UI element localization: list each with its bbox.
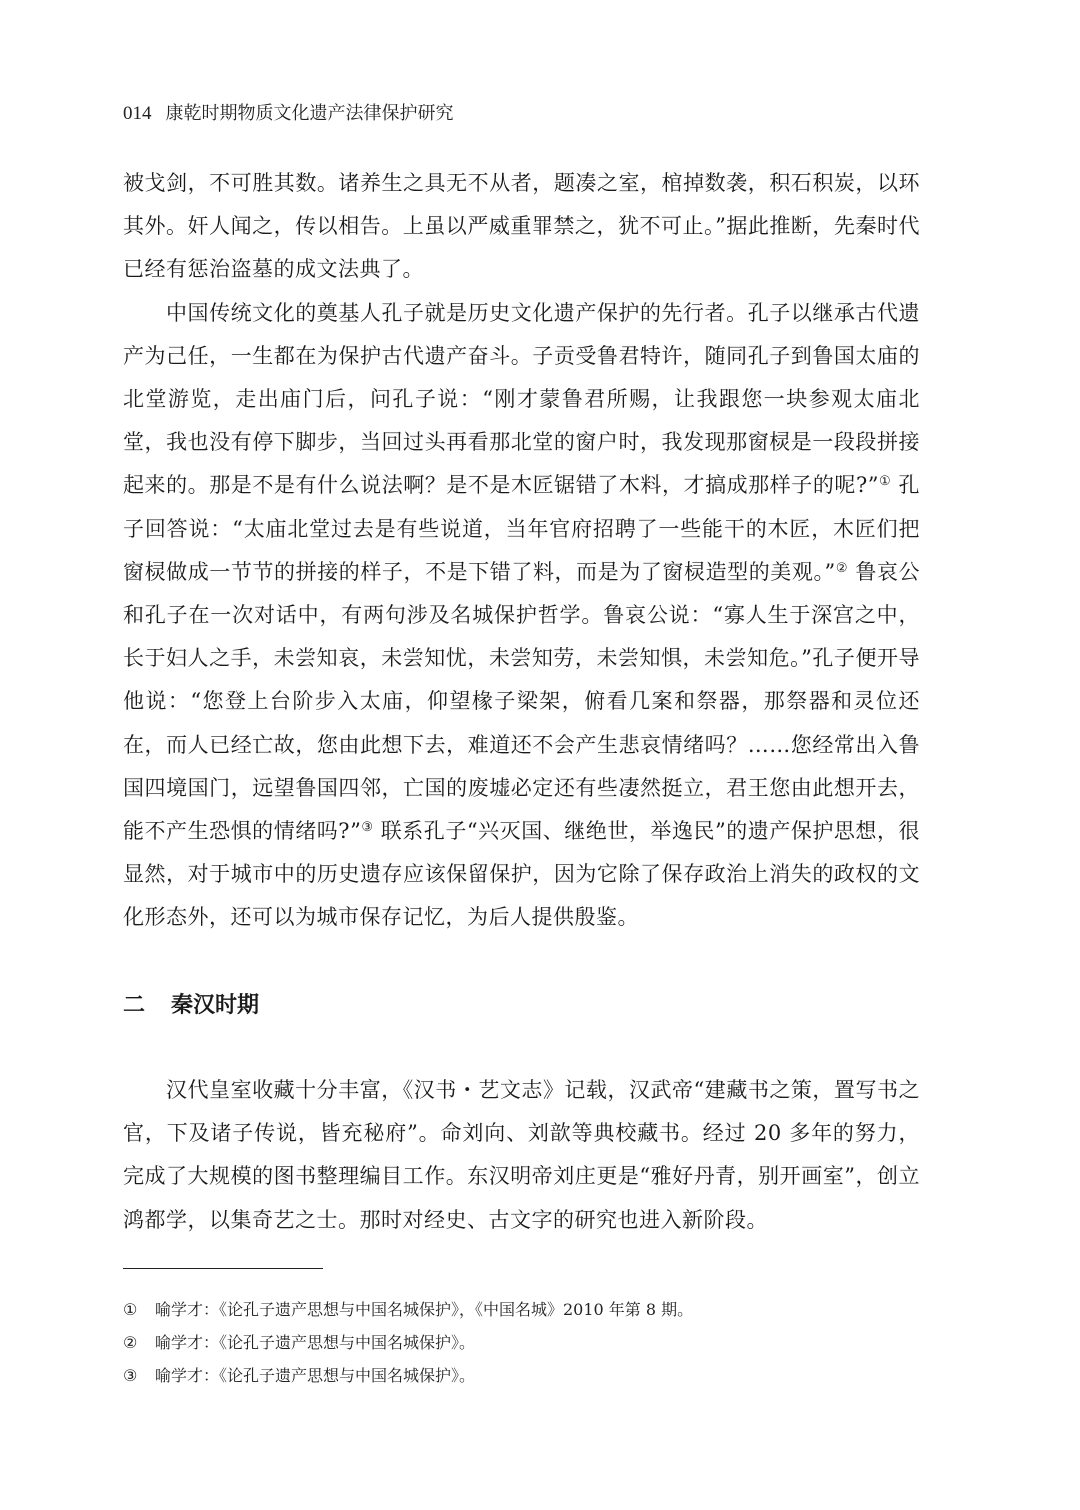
running-head	[123, 100, 454, 128]
footnote-mark: ①	[123, 1300, 138, 1319]
footnote-ref-2[interactable]: ②	[835, 560, 849, 576]
paragraph-han-dynasty: 汉代皇室收藏十分丰富，《汉书・艺文志》记载，汉武帝“建藏书之策，置写书之官，下及诸子传说，皆充秘府”。命刘向、刘歆等典校藏书。经过 20 多年的努力，完成了大规模的图书整理编目工作。东汉明帝刘庄更是“雅好丹青，别开画室”，创立鸿都学，以集奇艺之士。那时对经史、古文字的研究也进入新阶段。	[123, 1078, 920, 1232]
footnote-text: 喻学才：《论孔子遗产思想与中国名城保护》。	[155, 1366, 476, 1385]
footnote-1	[123, 1293, 920, 1326]
paragraph-confucius	[123, 292, 920, 940]
book-title: 康乾时期物质文化遗产法律保护研究	[165, 103, 454, 124]
footnote-text: 喻学才：《论孔子遗产思想与中国名城保护》。	[155, 1333, 476, 1352]
section-title: 秦汉时期	[171, 993, 260, 1018]
footnote-ref-3[interactable]: ③	[361, 820, 374, 836]
section-heading	[123, 988, 259, 1024]
paragraph-continued: 被戈剑，不可胜其数。诸养生之具无不从者，题凑之室，棺掉数袭，积石积炭，以环其外。奸人闻之，传以相告。上虽以严威重罪禁之，犹不可止。”据此推断，先秦时代已经有惩治盗墓的成文法典了。	[123, 171, 920, 282]
footnote-mark: ②	[123, 1333, 138, 1352]
paragraph-segment: 中国传统文化的奠基人孔子就是历史文化遗产保护的先行者。孔子以继承古代遗产为己任，一生都在为保护古代遗产奋斗。子贡受鲁君特许，随同孔子到鲁国太庙的北堂游览，走出庙门后，问孔子说：“刚才蒙鲁君所赐，让我跟您一块参观太庙北堂，我也没有停下脚步，当回过头再看那北堂的窗户时，我发现那窗棂是一段段拼接起来的。那是不是有什么说法啊？是不是木匠锯错了木料，才搞成那样子的呢?”	[123, 300, 920, 498]
footnote-ref-1[interactable]: ①	[878, 474, 892, 490]
body-text-block-2	[123, 1069, 920, 1242]
footnote-divider	[123, 1268, 323, 1269]
footnote-3	[123, 1359, 920, 1392]
paragraph-segment: 鲁哀公和孔子在一次对话中，有两句涉及名城保护哲学。鲁哀公说：“寡人生于深宫之中，长于妇人之手，未尝知哀，未尝知忧，未尝知劳，未尝知惧，未尝知危。”孔子便开导他说：“您登上台阶步入太庙，仰望椽子梁架，俯看几案和祭器，那祭器和灵位还在，而人已经亡故，您由此想下去，难道还不会产生悲哀情绪吗？……您经常出入鲁国四境国门，远望鲁国四邻，亡国的废墟必定还有些凄然挺立，君王您由此想开去，能不产生恐惧的情绪吗?”	[123, 559, 920, 844]
footnote-text: 喻学才：《论孔子遗产思想与中国名城保护》，《中国名城》2010 年第 8 期。	[155, 1300, 694, 1319]
body-text-block-1	[123, 162, 920, 940]
page-number: 014	[123, 103, 152, 124]
section-number: 二	[123, 993, 146, 1018]
footnote-mark: ③	[123, 1366, 138, 1385]
paragraph-segment: 联系孔子“兴灭国、继绝世，举逸民”的遗产保护思想，很显然，对于城市中的历史遗存应该保留保护，因为它除了保存政治上消失的政权的文化形态外，还可以为城市保存记忆，为后人提供殷鉴。	[123, 819, 920, 930]
footnotes	[123, 1293, 920, 1392]
footnote-2	[123, 1326, 920, 1359]
paragraph-segment: 孔子回答说：“太庙北堂过去是有些说道，当年官府招聘了一些能干的木匠，木匠们把窗棂做成一节节的拼接的样子，不是下错了料，而是为了窗棂造型的美观。”	[123, 473, 920, 584]
